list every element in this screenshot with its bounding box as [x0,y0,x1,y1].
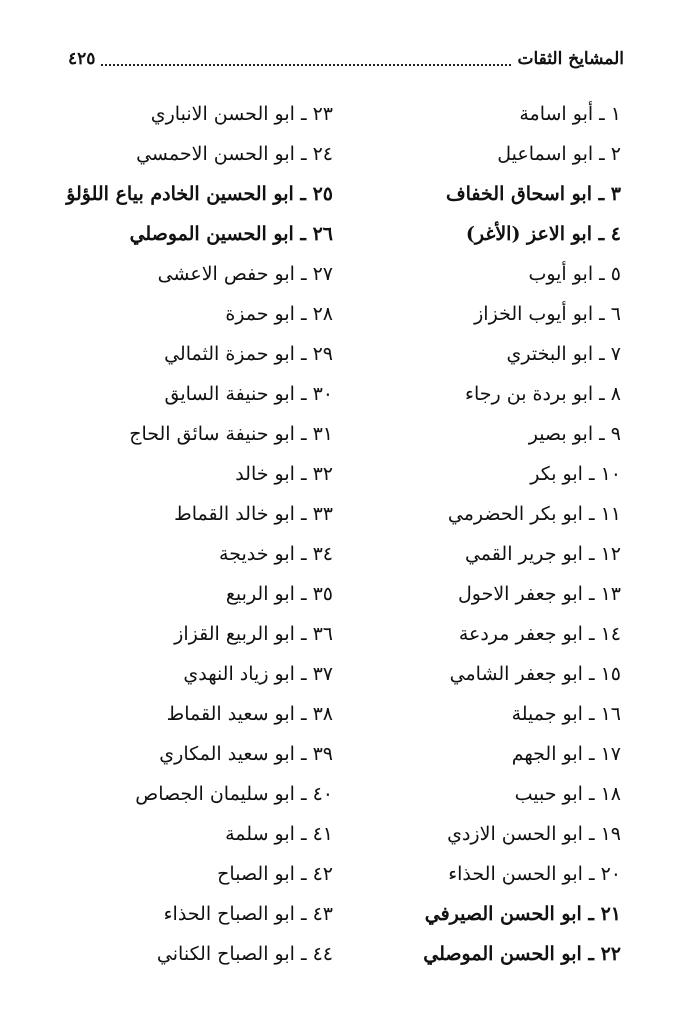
list-item: ٤١ ـ ابو سلمة [225,823,333,845]
list-item: ١ ـ أبو اسامة [519,103,621,125]
list-item: ١٨ ـ ابو حبيب [514,783,621,805]
list-item: ٤ ـ ابو الاعز (الأغر) [465,223,621,245]
list-item: ٢٩ ـ ابو حمزة الثمالي [164,343,333,365]
list-item: ٢٥ ـ ابو الحسين الخادم بياع اللؤلؤ [66,183,333,205]
list-item: ٤٣ ـ ابو الصباح الحذاء [163,903,333,925]
list-item: ٣٩ ـ ابو سعيد المكاري [159,743,333,765]
list-item: ١٧ ـ ابو الجهم [511,743,621,765]
page-number: ٤٢٥ [68,49,96,69]
right-column-list [361,98,621,978]
list-item: ٣١ ـ ابو حنيفة سائق الحاج [129,423,333,445]
list-item: ٧ ـ ابو البختري [506,343,621,365]
list-item: ١٠ ـ ابو بكر [530,463,621,485]
list-item: ٢٠ ـ ابو الحسن الحذاء [448,863,621,885]
list-item: ١٥ ـ ابو جعفر الشامي [449,663,621,685]
list-item: ٢٤ ـ ابو الحسن الاحمسي [136,143,333,165]
list-item: ٣٠ ـ ابو حنيفة السايق [164,383,333,405]
list-item: ٣٦ ـ ابو الربيع القزاز [174,623,333,645]
list-item: ٢٨ ـ ابو حمزة [225,303,333,325]
list-item: ٢٧ ـ ابو حفص الاعشى [157,263,333,285]
leader-dots [101,52,511,66]
list-item: ١٢ ـ ابو جرير القمي [464,543,621,565]
list-item: ١٤ ـ ابو جعفر مردعة [458,623,621,645]
list-item: ٣٣ ـ ابو خالد القماط [174,503,333,525]
list-item: ٤٤ ـ ابو الصباح الكناني [156,943,333,965]
list-item: ٨ ـ ابو بردة بن رجاء [465,383,621,405]
list-item: ١٣ ـ ابو جعفر الاحول [457,583,621,605]
list-item: ٣ ـ ابو اسحاق الخفاف [445,183,621,205]
page-header [68,44,624,74]
running-title: المشايخ الثقات [517,49,624,69]
list-item: ٤٢ ـ ابو الصباح [217,863,333,885]
list-item: ٤٠ ـ ابو سليمان الجصاص [135,783,333,805]
list-item: ٢٢ ـ ابو الحسن الموصلي [423,943,621,965]
list-item: ٢ ـ ابو اسماعيل [497,143,621,165]
list-item: ٢١ ـ ابو الحسن الصيرفي [424,903,621,925]
list-item: ٩ ـ ابو بصير [528,423,621,445]
list-item: ٣٧ ـ ابو زياد النهدي [183,663,333,685]
list-item: ٢٣ ـ ابو الحسن الانباري [150,103,333,125]
list-item: ٣٨ ـ ابو سعيد القماط [166,703,333,725]
list-item: ٣٤ ـ ابو خديجة [219,543,333,565]
list-item: ١١ ـ ابو بكر الحضرمي [447,503,621,525]
list-item: ١٩ ـ ابو الحسن الازدي [447,823,621,845]
list-item: ٣٥ ـ ابو الربيع [225,583,333,605]
list-item: ٥ ـ ابو أيوب [528,263,621,285]
list-item: ٢٦ ـ ابو الحسين الموصلي [129,223,333,245]
list-item: ١٦ ـ ابو جميلة [511,703,621,725]
left-column-list [33,98,333,978]
list-item: ٦ ـ ابو أيوب الخزاز [474,303,621,325]
list-item: ٣٢ ـ ابو خالد [235,463,333,485]
